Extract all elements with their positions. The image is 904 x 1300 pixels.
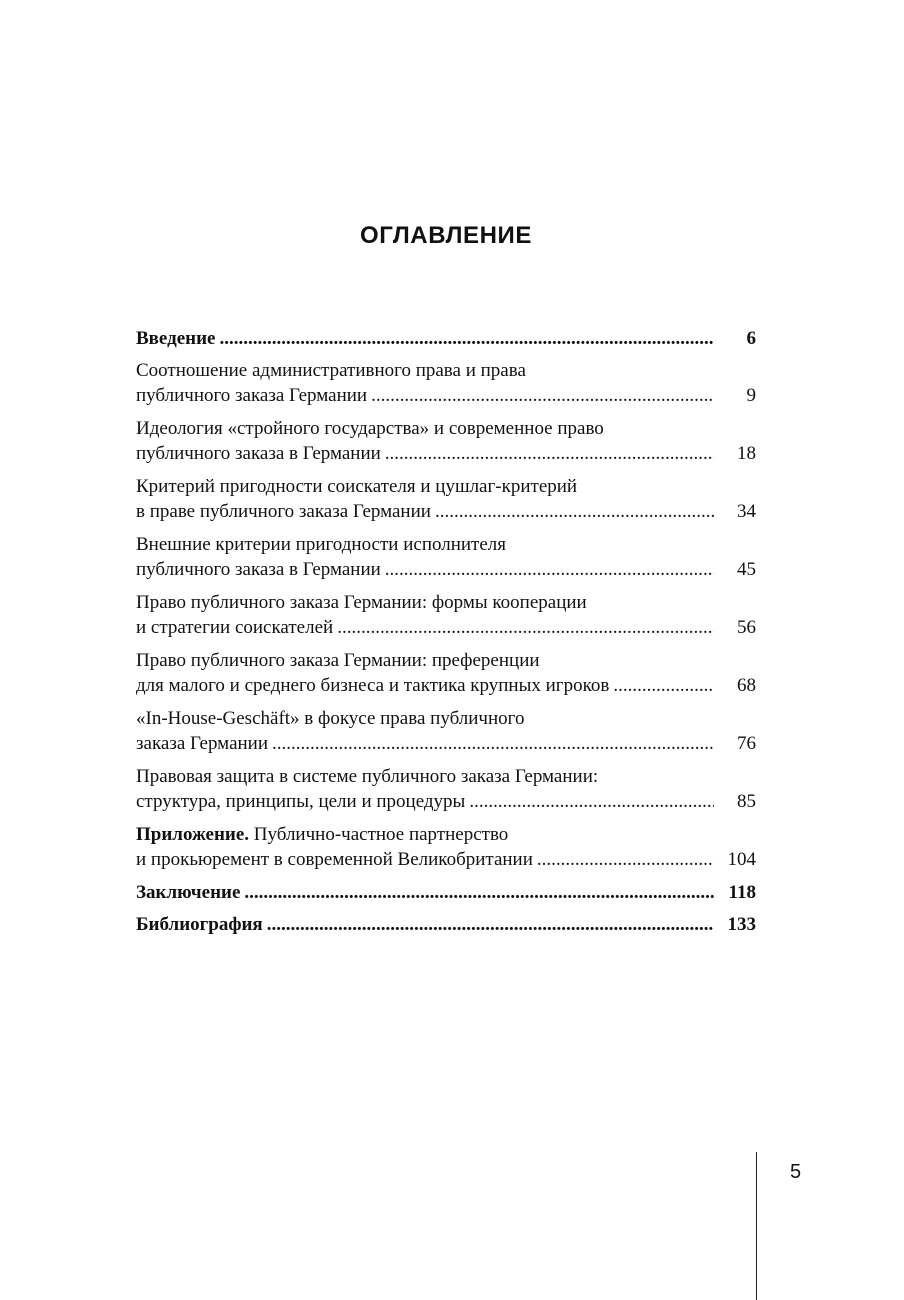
toc-entry-title: Правовая защита в системе публичного заказа Германии: (136, 766, 599, 787)
toc-entry-title: «In-House-Geschäft» в фокусе права публичного (136, 708, 525, 729)
toc-entry-title: Критерий пригодности соискателя и цушлаг-критерий (136, 476, 578, 497)
table-of-contents (136, 326, 756, 944)
dot-leader (267, 912, 714, 937)
toc-page-number: 118 (728, 882, 756, 903)
toc-page-number: 18 (737, 443, 756, 464)
toc-entry-title-cont: и стратегии соискателей (136, 617, 334, 638)
toc-entry[interactable] (136, 532, 756, 590)
toc-entry-title-cont: публичного заказа Германии (136, 385, 368, 406)
dot-leader (385, 557, 714, 582)
toc-page-number: 68 (737, 675, 756, 696)
dot-leader (469, 789, 714, 814)
toc-entry-title: Публично-частное партнерство (253, 824, 509, 845)
toc-entry-title: Введение (136, 328, 216, 349)
toc-entry-title-cont: заказа Германии (136, 733, 269, 754)
dot-leader (537, 847, 714, 872)
toc-page-number: 9 (746, 385, 756, 406)
toc-entry[interactable] (136, 764, 756, 822)
toc-entry-conclusion[interactable] (136, 880, 756, 912)
toc-entry-appendix[interactable] (136, 822, 756, 880)
toc-page-number: 133 (727, 914, 756, 935)
page-margin-rule (756, 1152, 757, 1300)
toc-page-number: 85 (737, 791, 756, 812)
toc-entry[interactable] (136, 474, 756, 532)
toc-entry[interactable] (136, 358, 756, 416)
page-title: ОГЛАВЛЕНИЕ (359, 222, 533, 249)
toc-page-number: 34 (737, 501, 756, 522)
toc-entry[interactable] (136, 648, 756, 706)
toc-entry-title: Соотношение административного права и права (136, 360, 526, 381)
toc-entry-title: Заключение (136, 882, 241, 903)
appendix-label: Приложение. (136, 824, 250, 845)
toc-entry-title: Библиография (136, 914, 263, 935)
dot-leader (272, 731, 714, 756)
toc-entry-title: Идеология «стройного государства» и современное право (136, 418, 604, 439)
toc-page-number: 76 (737, 733, 756, 754)
dot-leader (244, 880, 714, 905)
page-number: 5 (790, 1161, 802, 1183)
dot-leader (371, 383, 714, 408)
toc-page-number: 45 (737, 559, 756, 580)
dot-leader (385, 441, 714, 466)
toc-entry-title-cont: и прокьюремент в современной Великобритании (136, 849, 533, 870)
dot-leader (435, 499, 714, 524)
dot-leader (337, 615, 714, 640)
toc-entry-title-cont: в праве публичного заказа Германии (136, 501, 431, 522)
toc-page-number: 6 (746, 328, 756, 349)
toc-entry-title: Внешние критерии пригодности исполнителя (136, 534, 507, 555)
dot-leader (613, 673, 714, 698)
toc-entry-title-cont: структура, принципы, цели и процедуры (136, 791, 466, 812)
toc-entry-bibliography[interactable] (136, 912, 756, 944)
toc-entry-title-cont: публичного заказа в Германии (136, 443, 381, 464)
toc-page-number: 56 (737, 617, 756, 638)
dot-leader (220, 326, 715, 351)
toc-entry[interactable] (136, 416, 756, 474)
toc-entry-title-cont: для малого и среднего бизнеса и тактика крупных игроков (136, 675, 610, 696)
toc-page-number: 104 (727, 849, 756, 870)
toc-entry-title-cont: публичного заказа в Германии (136, 559, 381, 580)
toc-entry[interactable] (136, 590, 756, 648)
toc-entry-title: Право публичного заказа Германии: преференции (136, 650, 540, 671)
toc-entry[interactable] (136, 706, 756, 764)
toc-entry-title: Право публичного заказа Германии: формы кооперации (136, 592, 587, 613)
toc-entry-introduction[interactable] (136, 326, 756, 358)
